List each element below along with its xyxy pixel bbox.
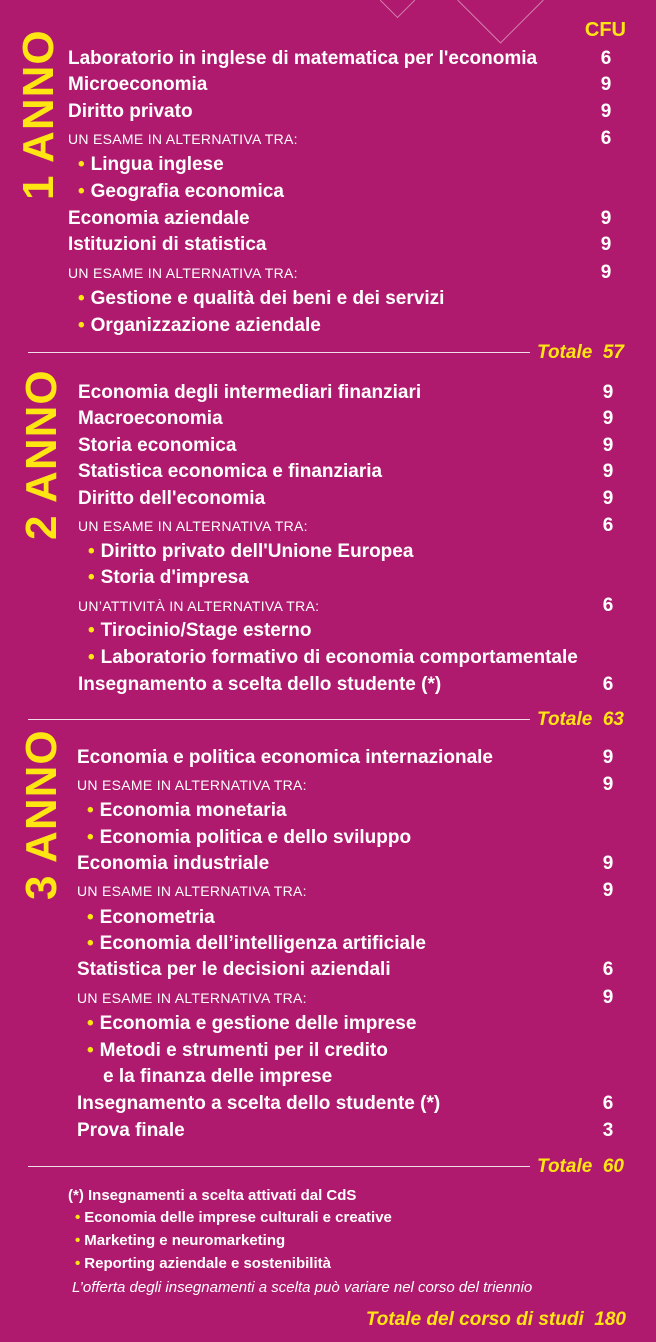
year-1-total: Totale 57: [537, 342, 624, 363]
bullet-item: • Storia d'impresa: [88, 567, 249, 588]
course-name: Economia e politica economica internazionale: [77, 747, 493, 768]
bullet-item: • Organizzazione aziendale: [78, 315, 321, 336]
course-row: [68, 48, 616, 70]
note-item: • Marketing e neuromarketing: [75, 1232, 286, 1249]
course-name: Laboratorio in inglese di matematica per l'economia: [68, 48, 538, 69]
course-name: Statistica economica e finanziaria: [78, 461, 383, 482]
course-name: Microeconomia: [68, 74, 208, 95]
course-name: Economia degli intermediari finanziari: [78, 382, 422, 403]
note-item: • Economia delle imprese culturali e creative: [75, 1209, 392, 1226]
notes-disclaimer: L’offerta degli insegnamenti a scelta può variare nel corso del triennio: [72, 1279, 533, 1296]
alternative-row: [77, 880, 618, 902]
course-name: Diritto privato: [68, 101, 193, 122]
year-3-label: 3 ANNO: [17, 729, 66, 900]
course-name: Statistica per le decisioni aziendali: [77, 959, 391, 980]
course-row: [77, 1120, 618, 1142]
notes-title: (*) Insegnamenti a scelta attivati dal CdS: [68, 1187, 357, 1204]
course-name: Insegnamento a scelta dello studente (*): [77, 1093, 441, 1114]
bullet-item-continued: e la finanza delle imprese: [103, 1066, 333, 1087]
alternative-row: [77, 987, 618, 1009]
alternative-row: [68, 128, 616, 150]
bullet-item: • Gestione e qualità dei beni e dei servizi: [78, 288, 445, 309]
course-name: Istituzioni di statistica: [68, 234, 267, 255]
alternative-label: UN ESAME IN ALTERNATIVA TRA:: [77, 777, 307, 793]
course-cfu: 6: [602, 515, 614, 536]
alternative-label: UN ESAME IN ALTERNATIVA TRA:: [68, 265, 298, 281]
alternative-label: UN ESAME IN ALTERNATIVA TRA:: [78, 518, 308, 534]
alternative-row: [77, 774, 618, 796]
separator-line: [28, 719, 530, 720]
course-cfu: 9: [602, 987, 614, 1008]
course-cfu: 6: [602, 1093, 614, 1114]
course-row: [77, 959, 618, 981]
course-name: Diritto dell'economia: [78, 488, 266, 509]
bullet-item: • Economia politica e dello sviluppo: [87, 827, 412, 848]
alternative-label: UN ESAME IN ALTERNATIVA TRA:: [77, 990, 307, 1006]
course-cfu: 9: [600, 234, 612, 255]
bullet-item: • Economia e gestione delle imprese: [87, 1013, 417, 1034]
course-name: Insegnamento a scelta dello studente (*): [78, 674, 442, 695]
note-item: • Reporting aziendale e sostenibilità: [75, 1255, 331, 1272]
course-cfu: 9: [600, 262, 612, 283]
alternative-label: UN ESAME IN ALTERNATIVA TRA:: [68, 131, 298, 147]
course-row: [77, 1093, 618, 1115]
bullet-item: • Geografia economica: [78, 181, 284, 202]
bullet-item: • Diritto privato dell'Unione Europea: [88, 541, 414, 562]
grand-total: Totale del corso di studi 180: [365, 1309, 626, 1330]
course-row: [78, 435, 618, 457]
alternative-row: [78, 595, 618, 617]
alternative-label: UN’ATTIVITÀ IN ALTERNATIVA TRA:: [78, 598, 320, 614]
course-cfu: 9: [602, 461, 614, 482]
bullet-item: • Econometria: [87, 907, 215, 928]
decorative-chevron-small: [380, 0, 415, 18]
course-name: Economia aziendale: [68, 208, 250, 229]
alternative-row: [78, 515, 618, 537]
course-row: [68, 234, 616, 256]
course-cfu: 6: [600, 128, 612, 149]
course-row: [68, 101, 616, 123]
year-1-label: 1 ANNO: [14, 29, 63, 200]
course-cfu: 9: [602, 747, 614, 768]
bullet-item: • Tirocinio/Stage esterno: [88, 620, 312, 641]
course-row: [78, 674, 618, 696]
year-3-total: Totale 60: [537, 1156, 624, 1177]
course-cfu: 9: [600, 101, 612, 122]
course-cfu: 9: [600, 74, 612, 95]
bullet-item: • Lingua inglese: [78, 154, 224, 175]
decorative-chevron: [457, 0, 543, 44]
course-row: [77, 747, 618, 769]
course-name: Macroeconomia: [78, 408, 223, 429]
course-row: [78, 461, 618, 483]
course-cfu: 6: [602, 959, 614, 980]
course-cfu: 9: [602, 880, 614, 901]
course-row: [78, 382, 618, 404]
course-cfu: 6: [602, 674, 614, 695]
course-cfu: 6: [602, 595, 614, 616]
course-name: Storia economica: [78, 435, 237, 456]
course-row: [78, 488, 618, 510]
alternative-label: UN ESAME IN ALTERNATIVA TRA:: [77, 883, 307, 899]
bullet-item: • Metodi e strumenti per il credito: [87, 1040, 388, 1061]
course-row: [68, 208, 616, 230]
bullet-item: • Economia monetaria: [87, 800, 287, 821]
bullet-item: • Economia dell’intelligenza artificiale: [87, 933, 426, 954]
bullet-item: • Laboratorio formativo di economia comportamentale: [88, 647, 578, 668]
course-cfu: 9: [600, 208, 612, 229]
course-name: Economia industriale: [77, 853, 270, 874]
alternative-row: [68, 262, 616, 284]
course-cfu: 9: [602, 774, 614, 795]
separator-line: [28, 352, 530, 353]
course-cfu: 9: [602, 488, 614, 509]
year-2-total: Totale 63: [537, 709, 624, 730]
course-cfu: 9: [602, 853, 614, 874]
course-cfu: 3: [602, 1120, 614, 1141]
separator-line: [28, 1166, 530, 1167]
course-cfu: 6: [600, 48, 612, 69]
course-cfu: 9: [602, 408, 614, 429]
course-cfu: 9: [602, 382, 614, 403]
cfu-header: CFU: [584, 19, 626, 41]
course-row: [77, 853, 618, 875]
year-2-label: 2 ANNO: [17, 369, 66, 540]
course-row: [68, 74, 616, 96]
course-name: Prova finale: [77, 1120, 185, 1141]
course-cfu: 9: [602, 435, 614, 456]
course-row: [78, 408, 618, 430]
